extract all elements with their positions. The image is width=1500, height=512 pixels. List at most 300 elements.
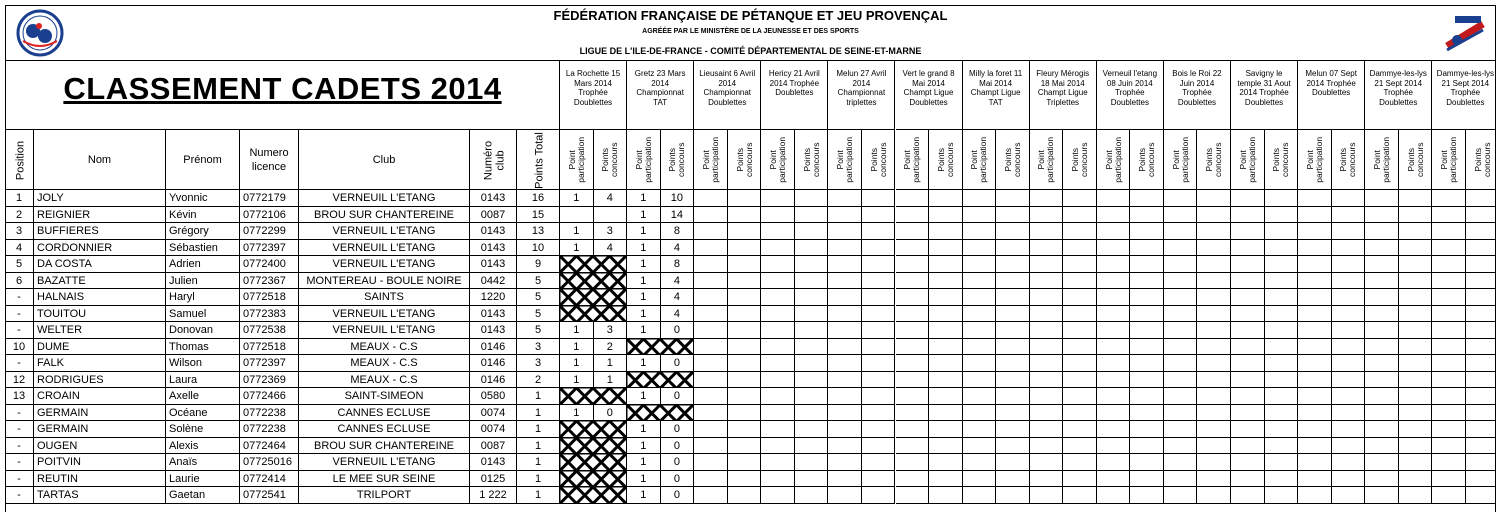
empty-score-cell xyxy=(929,487,963,504)
federation-banner xyxy=(5,5,1496,61)
empty-score-cell xyxy=(1432,289,1466,306)
empty-score-cell xyxy=(1298,190,1332,207)
row-e2-concours: 14 xyxy=(661,207,695,224)
pt_participation-label: Point participation xyxy=(700,137,720,183)
empty-score-cell xyxy=(1063,273,1097,290)
empty-score-cell xyxy=(862,289,896,306)
empty-score-cell xyxy=(828,438,862,455)
empty-score-cell xyxy=(996,372,1030,389)
league-committee: LIGUE DE L'ILE-DE-FRANCE - COMITÉ DÉPARTEMENTAL DE SEINE-ET-MARNE xyxy=(579,46,922,56)
empty-score-cell xyxy=(862,372,896,389)
empty-score-cell xyxy=(694,339,728,356)
empty-score-cell xyxy=(1164,339,1198,356)
empty-score-cell xyxy=(929,454,963,471)
empty-score-cell xyxy=(828,240,862,257)
row-numero-club: 1 222 xyxy=(470,487,517,504)
empty-score-cell xyxy=(1030,190,1064,207)
empty-score-cell xyxy=(761,355,795,372)
row-e2-participation: 1 xyxy=(627,438,661,455)
empty-score-cell xyxy=(1365,207,1399,224)
event-header: Milly la foret 11 Mai 2014 Champt Ligue TAT xyxy=(963,61,1030,130)
empty-score-cell xyxy=(862,322,896,339)
pt_participation-header xyxy=(560,130,594,190)
empty-score-cell xyxy=(896,388,930,405)
empty-score-cell xyxy=(761,256,795,273)
empty-score-cell xyxy=(795,339,829,356)
row-points-total: 5 xyxy=(517,289,560,306)
empty-score-cell xyxy=(694,306,728,323)
empty-score-cell xyxy=(929,471,963,488)
empty-score-cell xyxy=(1466,190,1496,207)
empty-score-cell xyxy=(1063,322,1097,339)
empty-score-cell xyxy=(1365,339,1399,356)
empty-score-cell xyxy=(694,207,728,224)
empty-score-cell xyxy=(694,438,728,455)
row-e2-concours: 0 xyxy=(661,438,695,455)
empty-score-cell xyxy=(1030,306,1064,323)
row-numero-club: 0146 xyxy=(470,355,517,372)
empty-score-cell xyxy=(1164,471,1198,488)
empty-score-cell xyxy=(1097,190,1131,207)
pt_participation-label: Point participation xyxy=(1237,137,1257,183)
empty-score-cell xyxy=(1298,355,1332,372)
empty-score-cell xyxy=(728,405,762,422)
ranking-sheet xyxy=(5,5,1496,512)
row-nom: POITVIN xyxy=(34,454,166,471)
empty-score-cell xyxy=(896,355,930,372)
empty-score-cell xyxy=(728,438,762,455)
row-nom: JOLY xyxy=(34,190,166,207)
empty-score-cell xyxy=(795,273,829,290)
empty-score-cell xyxy=(1399,339,1433,356)
empty-score-cell xyxy=(1197,240,1231,257)
empty-score-cell xyxy=(1265,223,1299,240)
empty-score-cell xyxy=(1097,355,1131,372)
row-e2-concours: 10 xyxy=(661,190,695,207)
pts_concours-header xyxy=(661,130,695,190)
empty-score-cell xyxy=(963,289,997,306)
empty-score-cell xyxy=(1332,273,1366,290)
row-position: 1 xyxy=(5,190,34,207)
empty-score-cell xyxy=(1197,421,1231,438)
row-points-total: 5 xyxy=(517,322,560,339)
empty-score-cell xyxy=(1365,405,1399,422)
empty-score-cell xyxy=(1332,372,1366,389)
empty-score-cell xyxy=(1432,256,1466,273)
row-club: TRILPORT xyxy=(299,487,470,504)
empty-score-cell xyxy=(1231,289,1265,306)
empty-score-cell xyxy=(1097,240,1131,257)
row-prenom: Océane xyxy=(166,405,240,422)
empty-score-cell xyxy=(1197,355,1231,372)
empty-score-cell xyxy=(1164,306,1198,323)
pts_concours-label: Points concours xyxy=(801,142,821,178)
empty-score-cell xyxy=(1097,438,1131,455)
empty-score-cell xyxy=(1164,372,1198,389)
row-licence: 0772466 xyxy=(240,388,299,405)
empty-score-cell xyxy=(1164,487,1198,504)
empty-score-cell xyxy=(1399,223,1433,240)
row-e2-participation: 1 xyxy=(627,322,661,339)
empty-score-cell xyxy=(929,388,963,405)
empty-score-cell xyxy=(862,454,896,471)
empty-score-cell xyxy=(1197,207,1231,224)
empty-score-cell xyxy=(1097,487,1131,504)
empty-score-cell xyxy=(1265,339,1299,356)
row-numero-club: 0125 xyxy=(470,471,517,488)
empty-score-cell xyxy=(996,471,1030,488)
empty-score-cell xyxy=(1265,273,1299,290)
row-licence: 0772238 xyxy=(240,405,299,422)
empty-score-cell xyxy=(1399,487,1433,504)
empty-score-cell xyxy=(1365,273,1399,290)
empty-score-cell xyxy=(896,223,930,240)
pt_participation-label: Point participation xyxy=(1439,137,1459,183)
pt_participation-label: Point participation xyxy=(1371,137,1391,183)
row-position: 3 xyxy=(5,223,34,240)
row-e2-participation: 1 xyxy=(627,388,661,405)
row-prenom: Thomas xyxy=(166,339,240,356)
empty-score-cell xyxy=(1332,240,1366,257)
empty-score-cell xyxy=(761,306,795,323)
row-e1-concours: 2 xyxy=(594,339,628,356)
no-participation-hatch xyxy=(560,471,627,488)
licence-header: Numero licence xyxy=(240,130,299,190)
empty-score-cell xyxy=(1231,421,1265,438)
empty-score-cell xyxy=(1063,339,1097,356)
pts_concours-header xyxy=(1063,130,1097,190)
pt_participation-header xyxy=(1365,130,1399,190)
pts_concours-label: Points concours xyxy=(1338,142,1358,178)
row-prenom: Sébastien xyxy=(166,240,240,257)
row-licence: 0772238 xyxy=(240,421,299,438)
row-nom: RODRIGUES xyxy=(34,372,166,389)
row-licence: 0772397 xyxy=(240,240,299,257)
empty-score-cell xyxy=(795,207,829,224)
row-e1-concours: 1 xyxy=(594,372,628,389)
empty-score-cell xyxy=(1197,289,1231,306)
event-header: Lieusaint 6 Avril 2014 Championnat Doublettes xyxy=(694,61,761,130)
empty-score-cell xyxy=(963,372,997,389)
event-header: Vert le grand 8 Mai 2014 Champt Ligue Doublettes xyxy=(896,61,963,130)
empty-score-cell xyxy=(862,339,896,356)
empty-score-cell xyxy=(1298,322,1332,339)
empty-score-cell xyxy=(1466,487,1496,504)
empty-score-cell xyxy=(761,273,795,290)
empty-score-cell xyxy=(728,289,762,306)
empty-score-cell xyxy=(1466,256,1496,273)
empty-score-cell xyxy=(694,289,728,306)
empty-score-cell xyxy=(862,421,896,438)
empty-score-cell xyxy=(795,223,829,240)
empty-score-cell xyxy=(694,471,728,488)
empty-score-cell xyxy=(1332,223,1366,240)
row-position: - xyxy=(5,487,34,504)
empty-score-cell xyxy=(1130,438,1164,455)
pt_participation-header xyxy=(627,130,661,190)
empty-score-cell xyxy=(1432,306,1466,323)
empty-score-cell xyxy=(728,421,762,438)
empty-score-cell xyxy=(1399,438,1433,455)
empty-score-cell xyxy=(996,388,1030,405)
empty-score-cell xyxy=(1063,487,1097,504)
empty-score-cell xyxy=(1130,190,1164,207)
row-prenom: Donovan xyxy=(166,322,240,339)
row-nom: BUFFIERES xyxy=(34,223,166,240)
row-licence: 0772464 xyxy=(240,438,299,455)
empty-score-cell xyxy=(1063,454,1097,471)
empty-score-cell xyxy=(1399,240,1433,257)
row-e2-participation: 1 xyxy=(627,207,661,224)
empty-score-cell xyxy=(1265,438,1299,455)
empty-score-cell xyxy=(1197,487,1231,504)
row-club: VERNEUIL L'ETANG xyxy=(299,256,470,273)
empty-score-cell xyxy=(1432,223,1466,240)
empty-score-cell xyxy=(896,372,930,389)
pts_concours-label: Points concours xyxy=(1137,142,1157,178)
empty-score-cell xyxy=(896,405,930,422)
row-numero-club: 0143 xyxy=(470,240,517,257)
empty-score-cell xyxy=(795,421,829,438)
empty-score-cell xyxy=(1432,339,1466,356)
empty-score-cell xyxy=(728,388,762,405)
row-e2-concours: 0 xyxy=(661,421,695,438)
empty-score-cell xyxy=(1332,322,1366,339)
empty-score-cell xyxy=(963,471,997,488)
pt_participation-label: Point participation xyxy=(969,137,989,183)
empty-score-cell xyxy=(1197,190,1231,207)
row-position: 2 xyxy=(5,207,34,224)
no-participation-hatch xyxy=(560,388,627,405)
empty-score-cell xyxy=(963,190,997,207)
pt_participation-label: Point participation xyxy=(566,137,586,183)
pts_concours-header xyxy=(594,130,628,190)
empty-score-cell xyxy=(1231,405,1265,422)
empty-score-cell xyxy=(694,372,728,389)
row-club: CANNES ECLUSE xyxy=(299,421,470,438)
row-position: - xyxy=(5,322,34,339)
empty-score-cell xyxy=(862,240,896,257)
empty-score-cell xyxy=(1231,454,1265,471)
row-nom: WELTER xyxy=(34,322,166,339)
empty-score-cell xyxy=(1399,388,1433,405)
empty-score-cell xyxy=(828,471,862,488)
empty-score-cell xyxy=(728,256,762,273)
row-numero-club: 0087 xyxy=(470,207,517,224)
row-nom: DUME xyxy=(34,339,166,356)
row-club: CANNES ECLUSE xyxy=(299,405,470,422)
row-e2-concours: 4 xyxy=(661,240,695,257)
empty-score-cell xyxy=(728,454,762,471)
empty-score-cell xyxy=(1466,289,1496,306)
empty-score-cell xyxy=(728,487,762,504)
empty-score-cell xyxy=(1063,240,1097,257)
empty-score-cell xyxy=(1197,273,1231,290)
empty-score-cell xyxy=(1231,339,1265,356)
empty-score-cell xyxy=(929,355,963,372)
row-numero-club: 0146 xyxy=(470,339,517,356)
empty-score-cell xyxy=(1298,306,1332,323)
row-e1-participation xyxy=(560,207,594,224)
club-header: Club xyxy=(299,130,470,190)
empty-score-cell xyxy=(1164,355,1198,372)
empty-score-cell xyxy=(1164,273,1198,290)
empty-score-cell xyxy=(963,306,997,323)
row-points-total: 1 xyxy=(517,471,560,488)
empty-score-cell xyxy=(963,421,997,438)
empty-score-cell xyxy=(1432,471,1466,488)
empty-score-cell xyxy=(996,306,1030,323)
empty-score-cell xyxy=(728,322,762,339)
event-header: La Rochette 15 Mars 2014 Trophée Doublettes xyxy=(560,61,627,130)
empty-score-cell xyxy=(1063,256,1097,273)
row-nom: BAZATTE xyxy=(34,273,166,290)
empty-score-cell xyxy=(1432,240,1466,257)
row-nom: DA COSTA xyxy=(34,256,166,273)
empty-score-cell xyxy=(996,240,1030,257)
empty-score-cell xyxy=(1466,339,1496,356)
empty-score-cell xyxy=(1164,223,1198,240)
empty-score-cell xyxy=(1197,405,1231,422)
event-header: Gretz 23 Mars 2014 Championnat TAT xyxy=(627,61,694,130)
empty-score-cell xyxy=(1399,306,1433,323)
row-e2-concours: 0 xyxy=(661,487,695,504)
empty-score-cell xyxy=(728,190,762,207)
empty-score-cell xyxy=(1063,438,1097,455)
empty-score-cell xyxy=(1332,405,1366,422)
pts_concours-label: Points concours xyxy=(1002,142,1022,178)
empty-score-cell xyxy=(1332,421,1366,438)
empty-score-cell xyxy=(1332,388,1366,405)
no-participation-hatch xyxy=(560,438,627,455)
no-participation-hatch xyxy=(560,273,627,290)
row-position: - xyxy=(5,355,34,372)
row-club: MEAUX - C.S xyxy=(299,372,470,389)
row-e1-concours: 1 xyxy=(594,355,628,372)
empty-score-cell xyxy=(1097,322,1131,339)
row-e2-participation: 1 xyxy=(627,421,661,438)
pts_concours-header xyxy=(1399,130,1433,190)
empty-score-cell xyxy=(1466,306,1496,323)
row-e2-concours: 0 xyxy=(661,322,695,339)
row-e2-concours: 0 xyxy=(661,471,695,488)
empty-score-cell xyxy=(1365,487,1399,504)
row-position: - xyxy=(5,306,34,323)
empty-score-cell xyxy=(1265,454,1299,471)
ministry-approval: AGRÉÉE PAR LE MINISTÈRE DE LA JEUNESSE ET DES SPORTS xyxy=(642,28,859,35)
pts_concours-header xyxy=(929,130,963,190)
empty-score-cell xyxy=(1030,471,1064,488)
empty-score-cell xyxy=(1063,372,1097,389)
row-e2-participation: 1 xyxy=(627,306,661,323)
empty-score-cell xyxy=(694,322,728,339)
empty-score-cell xyxy=(896,487,930,504)
empty-score-cell xyxy=(828,454,862,471)
pt_participation-header xyxy=(1298,130,1332,190)
row-club: MONTEREAU - BOULE NOIRE xyxy=(299,273,470,290)
empty-score-cell xyxy=(1164,438,1198,455)
empty-score-cell xyxy=(1365,355,1399,372)
row-numero-club: 0087 xyxy=(470,438,517,455)
pt_participation-header xyxy=(1164,130,1198,190)
pts_concours-label: Points concours xyxy=(1271,142,1291,178)
empty-score-cell xyxy=(694,240,728,257)
pts_concours-header xyxy=(862,130,896,190)
empty-score-cell xyxy=(795,388,829,405)
row-prenom: Haryl xyxy=(166,289,240,306)
row-prenom: Grégory xyxy=(166,223,240,240)
row-prenom: Axelle xyxy=(166,388,240,405)
row-position: 10 xyxy=(5,339,34,356)
empty-score-cell xyxy=(996,289,1030,306)
pt_participation-header xyxy=(1432,130,1466,190)
empty-score-cell xyxy=(963,223,997,240)
row-position: - xyxy=(5,405,34,422)
empty-score-cell xyxy=(1130,388,1164,405)
empty-score-cell xyxy=(1097,256,1131,273)
empty-score-cell xyxy=(996,322,1030,339)
empty-score-cell xyxy=(996,256,1030,273)
empty-score-cell xyxy=(1197,322,1231,339)
empty-score-cell xyxy=(1030,256,1064,273)
row-club: BROU SUR CHANTEREINE xyxy=(299,438,470,455)
event-header: Verneuil l'etang 08 Juin 2014 Trophée Doublettes xyxy=(1097,61,1164,130)
row-e2-participation: 1 xyxy=(627,289,661,306)
empty-score-cell xyxy=(929,207,963,224)
empty-score-cell xyxy=(694,487,728,504)
empty-score-cell xyxy=(929,190,963,207)
empty-score-cell xyxy=(929,438,963,455)
empty-score-cell xyxy=(963,405,997,422)
empty-score-cell xyxy=(1265,306,1299,323)
empty-score-cell xyxy=(761,421,795,438)
empty-score-cell xyxy=(963,207,997,224)
row-e2-concours: 4 xyxy=(661,273,695,290)
numero-club-header xyxy=(470,130,517,190)
empty-score-cell xyxy=(996,339,1030,356)
row-position: - xyxy=(5,421,34,438)
row-e2-participation: 1 xyxy=(627,273,661,290)
pts_concours-label: Points concours xyxy=(734,142,754,178)
empty-score-cell xyxy=(862,438,896,455)
row-licence: 0772400 xyxy=(240,256,299,273)
row-e1-participation: 1 xyxy=(560,190,594,207)
nom-header: Nom xyxy=(34,130,166,190)
empty-score-cell xyxy=(1097,223,1131,240)
empty-score-cell xyxy=(1466,355,1496,372)
empty-score-cell xyxy=(1097,306,1131,323)
row-numero-club: 0442 xyxy=(470,273,517,290)
empty-score-cell xyxy=(1063,405,1097,422)
empty-score-cell xyxy=(1265,405,1299,422)
empty-score-cell xyxy=(929,372,963,389)
points-total-label: Points Total xyxy=(532,131,545,189)
empty-score-cell xyxy=(1466,388,1496,405)
empty-score-cell xyxy=(1231,256,1265,273)
row-numero-club: 1220 xyxy=(470,289,517,306)
empty-score-cell xyxy=(1298,388,1332,405)
row-e2-concours: 8 xyxy=(661,223,695,240)
empty-score-cell xyxy=(1365,454,1399,471)
empty-score-cell xyxy=(1298,223,1332,240)
empty-score-cell xyxy=(1265,355,1299,372)
pt_participation-header xyxy=(761,130,795,190)
empty-score-cell xyxy=(1432,487,1466,504)
empty-score-cell xyxy=(1432,421,1466,438)
row-e1-participation: 1 xyxy=(560,355,594,372)
row-nom: TARTAS xyxy=(34,487,166,504)
empty-score-cell xyxy=(929,339,963,356)
